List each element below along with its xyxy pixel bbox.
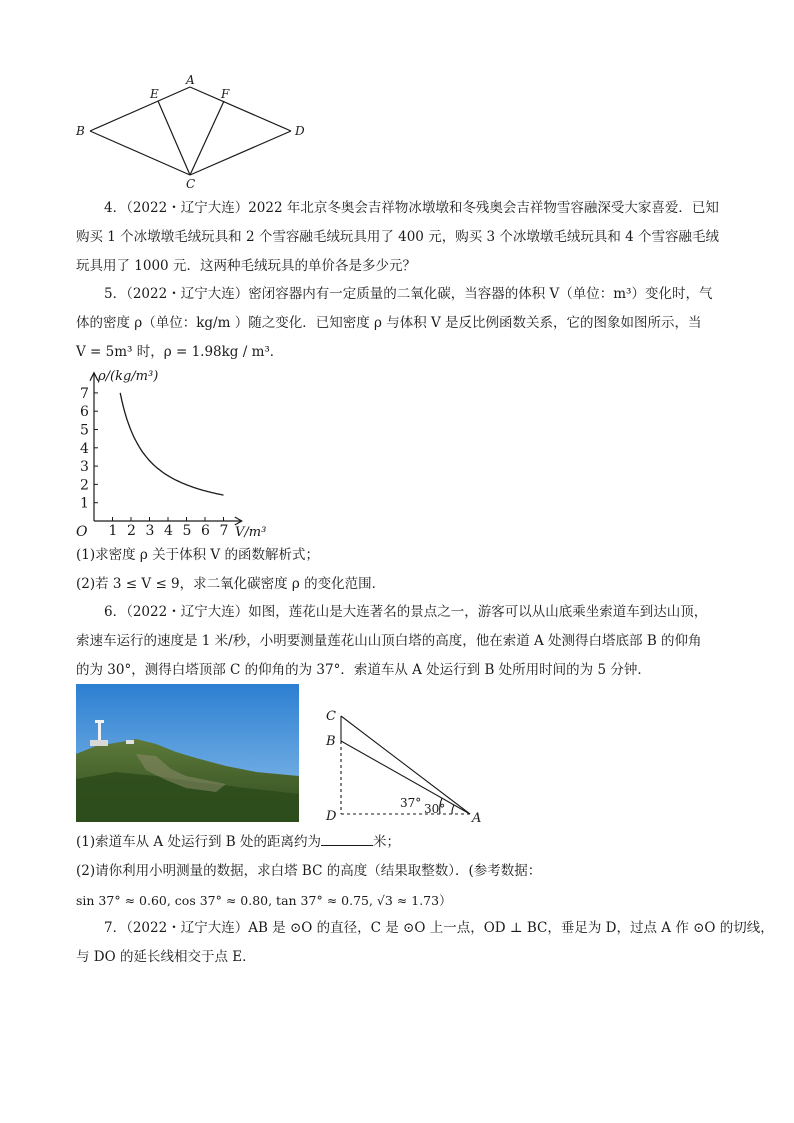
- q6-line-3: 的为 30°，测得白塔顶部 C 的仰角的为 37°．索道车从 A 处运行到 B 处所用时间的为 5 分钟．: [76, 662, 651, 678]
- question-6: [76, 598, 726, 685]
- q6-reference: sin 37° ≈ 0.60, cos 37° ≈ 0.80, tan 37° ≈ 0.75, √3 ≈ 1.73）: [76, 893, 452, 908]
- q7-line-1: 7．（2022・辽宁大连）AB 是 ⊙O 的直径，C 是 ⊙O 上一点，OD ⊥ BC，垂足为 D，过点 A 作 ⊙O 的切线，: [104, 920, 774, 936]
- label-A-tower: A: [472, 811, 482, 826]
- q4-line-2: 购买 1 个冰墩墩毛绒玩具和 2 个雪容融毛绒玩具用了 400 元，购买 3 个冰墩墩毛绒玩具和 4 个雪容融毛绒: [76, 229, 720, 245]
- angle-30-label: 30°: [424, 802, 446, 816]
- inverse-curve: [120, 393, 223, 495]
- question-6-parts: [76, 828, 726, 915]
- q5-line-1: 5．（2022・辽宁大连）密闭容器内有一定质量的二氧化碳，当容器的体积 V（单位：m³）变化时，气: [104, 286, 713, 302]
- rhombus-figure: [70, 72, 320, 192]
- q6-line-2: 索速车运行的速度是 1 米/秒，小明要测量莲花山山顶白塔的高度，他在索道 A 处测得白塔底部 B 的仰角: [76, 633, 702, 649]
- question-4: [76, 194, 726, 281]
- x-tick-label: 1: [108, 523, 118, 539]
- x-tick-label: 2: [127, 523, 136, 539]
- y-tick-label: 6: [80, 404, 89, 421]
- label-D-tower: D: [326, 809, 337, 824]
- q5-line-3: V = 5m³ 时，ρ = 1.98kg / m³．: [76, 344, 284, 360]
- y-tick-label: 5: [80, 422, 89, 439]
- density-volume-chart: [70, 362, 270, 542]
- q6-sub-1: [76, 828, 726, 857]
- x-tick-label: 3: [145, 523, 155, 539]
- answer-blank[interactable]: [321, 833, 373, 846]
- x-tick-label: 4: [164, 523, 173, 539]
- q4-line-3: 玩具用了 1000 元．这两种毛绒玩具的单价各是多少元？: [76, 258, 416, 274]
- q6-sub-2: (2)请你利用小明测量的数据，求白塔 BC 的高度（结果取整数）．(参考数据：: [76, 863, 542, 879]
- label-F: F: [221, 87, 230, 101]
- label-D: D: [295, 124, 305, 138]
- question-5-parts: [76, 541, 726, 599]
- label-C-tower: C: [326, 709, 336, 724]
- question-5: [76, 280, 726, 367]
- q6-sub-1-unit: 米；: [372, 834, 400, 850]
- label-E: E: [150, 87, 159, 101]
- q4-line-1: 4．（2022・辽宁大连）2022 年北京冬奥会吉祥物冰墩墩和冬残奥会吉祥物雪容融深受大家喜爱．已知: [104, 200, 719, 216]
- x-tick-label: 5: [182, 523, 192, 539]
- x-tick-label: 7: [219, 523, 229, 539]
- tower-diagram: [322, 704, 492, 828]
- q6-line-1: 6．（2022・辽宁大连）如图，莲花山是大连著名的景点之一，游客可以从山底乘坐索道车到达山顶，: [104, 604, 708, 620]
- x-tick-label: 6: [201, 523, 210, 539]
- label-A: A: [186, 73, 195, 87]
- label-C: C: [186, 177, 196, 191]
- q5-sub-2: (2)若 3 ≤ V ≤ 9，求二氧化碳密度 ρ 的变化范围．: [76, 576, 386, 592]
- q6-sub-1-text: (1)索道车从 A 处运行到 B 处的距离约为: [76, 834, 321, 850]
- q5-line-2: 体的密度 ρ（单位：kg/m ）随之变化．已知密度 ρ 与体积 V 是反比例函数关系，它的图象如图所示，当: [76, 315, 702, 331]
- chart-origin: O: [76, 524, 88, 540]
- chart-xlabel: V/m³: [235, 525, 267, 540]
- label-B: B: [76, 124, 85, 138]
- y-tick-label: 7: [80, 385, 89, 402]
- q5-sub-1: (1)求密度 ρ 关于体积 V 的函数解析式；: [76, 547, 319, 563]
- chart-ylabel: ρ/(kg/m³): [98, 369, 159, 384]
- y-tick-label: 2: [80, 477, 89, 494]
- y-tick-label: 3: [80, 459, 89, 476]
- q7-line-2: 与 DO 的延长线相交于点 E．: [76, 949, 256, 965]
- y-tick-label: 4: [80, 440, 89, 457]
- lotus-mountain-photo: [76, 684, 299, 822]
- label-B-tower: B: [326, 734, 336, 749]
- y-tick-label: 1: [80, 495, 89, 512]
- angle-37-label: 37°: [400, 796, 422, 810]
- question-7: [76, 914, 774, 972]
